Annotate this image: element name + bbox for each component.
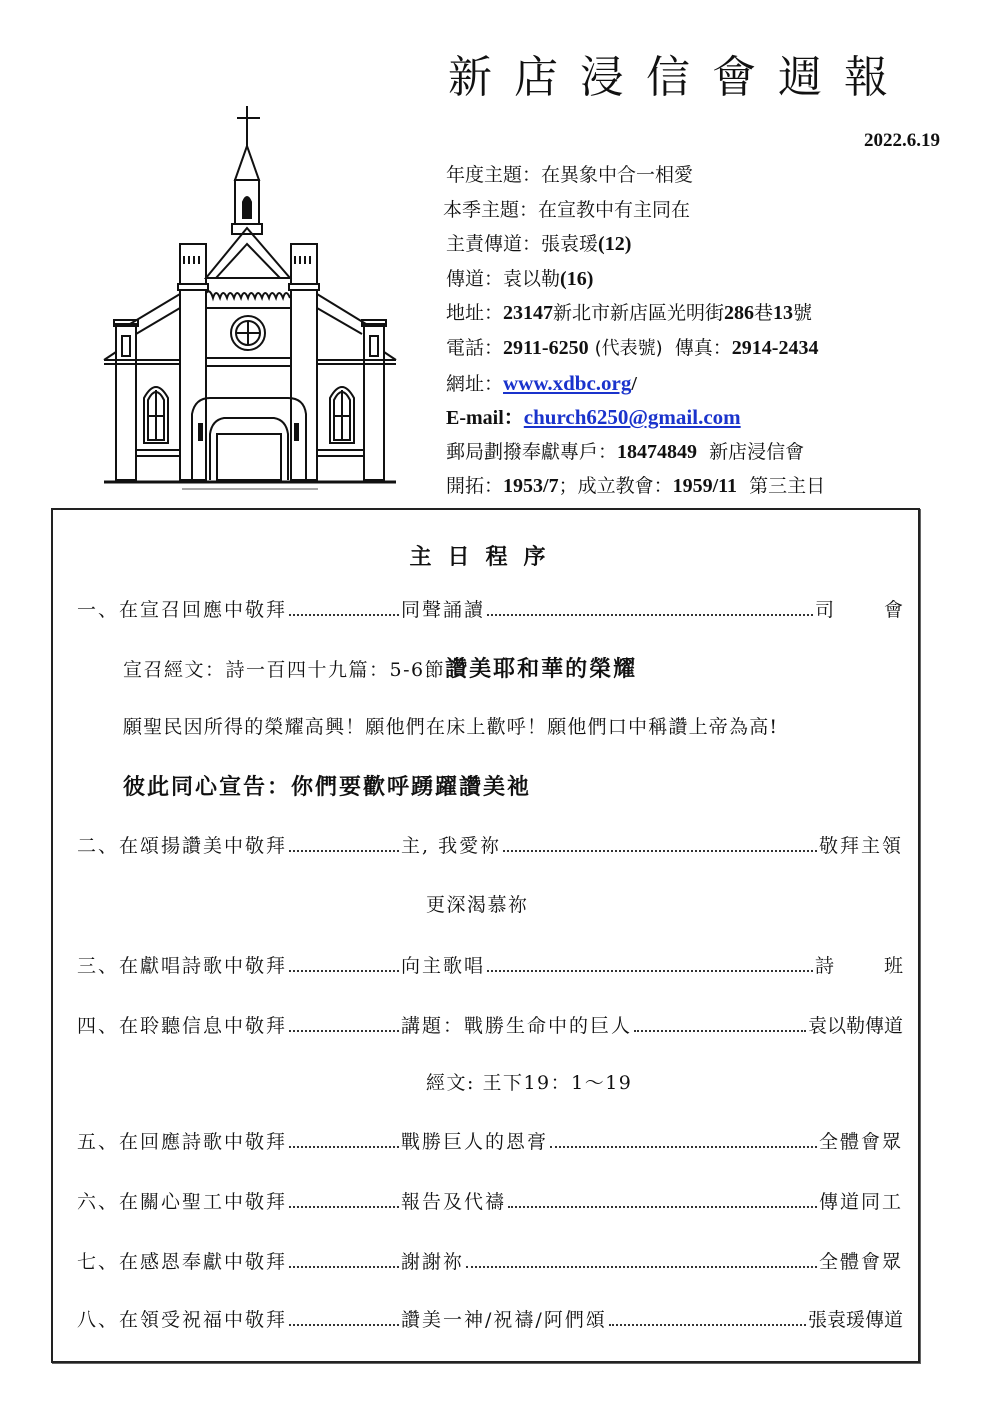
program-row <box>77 828 903 858</box>
annual-theme-value: 在異象中合一相愛 <box>541 164 694 186</box>
sunday-program <box>51 508 953 1363</box>
dot-leader <box>289 969 399 972</box>
dot-leader <box>466 1265 817 1268</box>
program-leader: 全體會眾 <box>818 1131 903 1153</box>
program-section: 七、在感恩奉獻中敬拜 <box>77 1251 288 1273</box>
fax-label: 傳真： <box>674 336 732 359</box>
program-leader: 全體會眾 <box>818 1251 903 1273</box>
established-label: ；成立教會： <box>558 475 673 498</box>
program-item: 戰勝巨人的恩膏 <box>401 1131 549 1153</box>
dot-leader <box>487 613 813 616</box>
program-leader: 傳道同工 <box>818 1191 903 1213</box>
program-item: 講題：戰勝生命中的巨人 <box>401 1015 633 1037</box>
dot-leader <box>550 1145 817 1148</box>
dot-leader <box>487 969 813 972</box>
church-info <box>443 158 926 504</box>
postal-account <box>446 435 926 470</box>
postal-account-number: 18474849 <box>617 440 698 463</box>
postal-account-name: 新店浸信會 <box>709 440 805 463</box>
program-section: 六、在關心聖工中敬拜 <box>77 1191 288 1213</box>
founded-date: 1953/7 <box>503 475 559 498</box>
annual-theme-label: 年度主題： <box>446 164 542 186</box>
song-continuation: 更深渴慕祢 <box>426 894 529 916</box>
declaration: 彼此同心宣告：你們要歡呼踴躍讚美祂 <box>123 774 532 800</box>
address-lane-number: 286 <box>724 302 755 325</box>
website-link[interactable]: www.xdbc.org <box>503 370 632 395</box>
website <box>446 366 926 401</box>
lead-pastor-name: 張袁瑗 <box>541 233 599 256</box>
call-to-worship-scripture <box>123 652 637 683</box>
email-label: E-mail： <box>446 407 524 430</box>
call-verse-label: 宣召經文：詩一百四十九篇：5-6節 <box>123 659 446 681</box>
phone-number: 2911-6250 <box>503 336 589 359</box>
call-verse-text: 願聖民因所得的榮耀高興！願他們在床上歡呼！願他們口中稱讚上帝為高! <box>123 716 779 738</box>
program-item: 報告及代禱 <box>401 1191 507 1213</box>
annual-theme <box>446 158 926 193</box>
lead-pastor-label: 主責傳道： <box>446 233 542 256</box>
dot-leader <box>289 613 399 616</box>
program-item: 同聲誦讀 <box>401 599 486 621</box>
dot-leader <box>634 1029 806 1032</box>
pastor-name: 袁以勒 <box>503 267 561 290</box>
address <box>446 296 926 331</box>
website-suffix: / <box>631 372 637 395</box>
dot-leader <box>289 849 399 852</box>
program-section: 四、在聆聽信息中敬拜 <box>77 1015 288 1037</box>
pastor <box>446 262 926 297</box>
phone-label: 電話： <box>446 336 504 359</box>
bulletin-title: 新店浸信會週報 <box>448 52 910 103</box>
address-house-number: 13 <box>773 302 794 325</box>
pastor-label: 傳道： <box>446 267 504 290</box>
program-section: 八、在領受祝福中敬拜 <box>77 1309 288 1331</box>
program-item: 主, 我愛祢 <box>401 835 502 857</box>
program-leader: 袁以勒傳道 <box>807 1015 903 1037</box>
program-leader: 司會 <box>814 599 953 621</box>
address-label: 地址： <box>446 302 504 325</box>
dot-leader <box>609 1323 806 1326</box>
program-section: 一、在宣召回應中敬拜 <box>77 599 288 621</box>
program-row <box>77 948 953 978</box>
dot-leader <box>503 849 817 852</box>
church-building-illustration <box>100 98 400 494</box>
bulletin-date: 2022.6.19 <box>864 130 940 151</box>
program-row <box>77 1124 903 1154</box>
lead-pastor <box>446 227 926 262</box>
phone-fax <box>446 331 926 366</box>
address-street: 新北市新店區光明街 <box>553 302 725 325</box>
program-item: 讚美一神/祝禱/阿們頌 <box>401 1309 607 1331</box>
address-house-label: 號 <box>793 302 813 325</box>
program-row <box>77 1244 903 1274</box>
program-title: 主日程序 <box>409 544 562 570</box>
sunday-of-month: 第三主日 <box>749 475 826 498</box>
email <box>446 400 926 435</box>
address-zip: 23147 <box>503 302 554 325</box>
website-label: 網址： <box>446 372 504 395</box>
address-lane-label: 巷 <box>754 302 774 325</box>
season-theme-label: 本季主題： <box>443 198 539 221</box>
call-verse-title: 讚美耶和華的榮耀 <box>445 656 638 682</box>
program-item: 向主歌唱 <box>401 955 486 977</box>
program-section: 三、在獻唱詩歌中敬拜 <box>77 955 288 977</box>
fax-number: 2914-2434 <box>731 336 819 359</box>
dot-leader <box>289 1145 399 1148</box>
email-link[interactable]: church6250@gmail.com <box>523 405 741 430</box>
dot-leader <box>289 1265 399 1268</box>
dot-leader <box>508 1205 817 1208</box>
season-theme <box>443 193 926 228</box>
program-leader: 敬拜主領 <box>818 835 903 857</box>
sermon-scripture: 經文: 王下19：1～19 <box>426 1072 633 1094</box>
founding-info <box>446 469 926 504</box>
dot-leader <box>289 1323 399 1326</box>
season-theme-value: 在宣教中有主同在 <box>538 198 691 221</box>
program-row <box>77 592 953 622</box>
program-row <box>77 1184 903 1214</box>
postal-label: 郵局劃撥奉獻專戶： <box>446 440 618 463</box>
dot-leader <box>289 1205 399 1208</box>
program-item: 謝謝祢 <box>401 1251 465 1273</box>
phone-note: (代表號) <box>594 337 663 359</box>
program-row <box>77 1008 903 1038</box>
lead-pastor-count: (12) <box>598 233 632 256</box>
founded-label: 開拓： <box>446 475 504 498</box>
program-leader: 詩班 <box>814 955 953 977</box>
dot-leader <box>289 1029 399 1032</box>
established-date: 1959/11 <box>672 475 738 498</box>
program-leader: 張袁瑗傳道 <box>807 1309 903 1331</box>
program-section: 二、在頌揚讚美中敬拜 <box>77 835 288 857</box>
program-section: 五、在回應詩歌中敬拜 <box>77 1131 288 1153</box>
program-row <box>77 1302 903 1332</box>
pastor-count: (16) <box>560 267 594 290</box>
